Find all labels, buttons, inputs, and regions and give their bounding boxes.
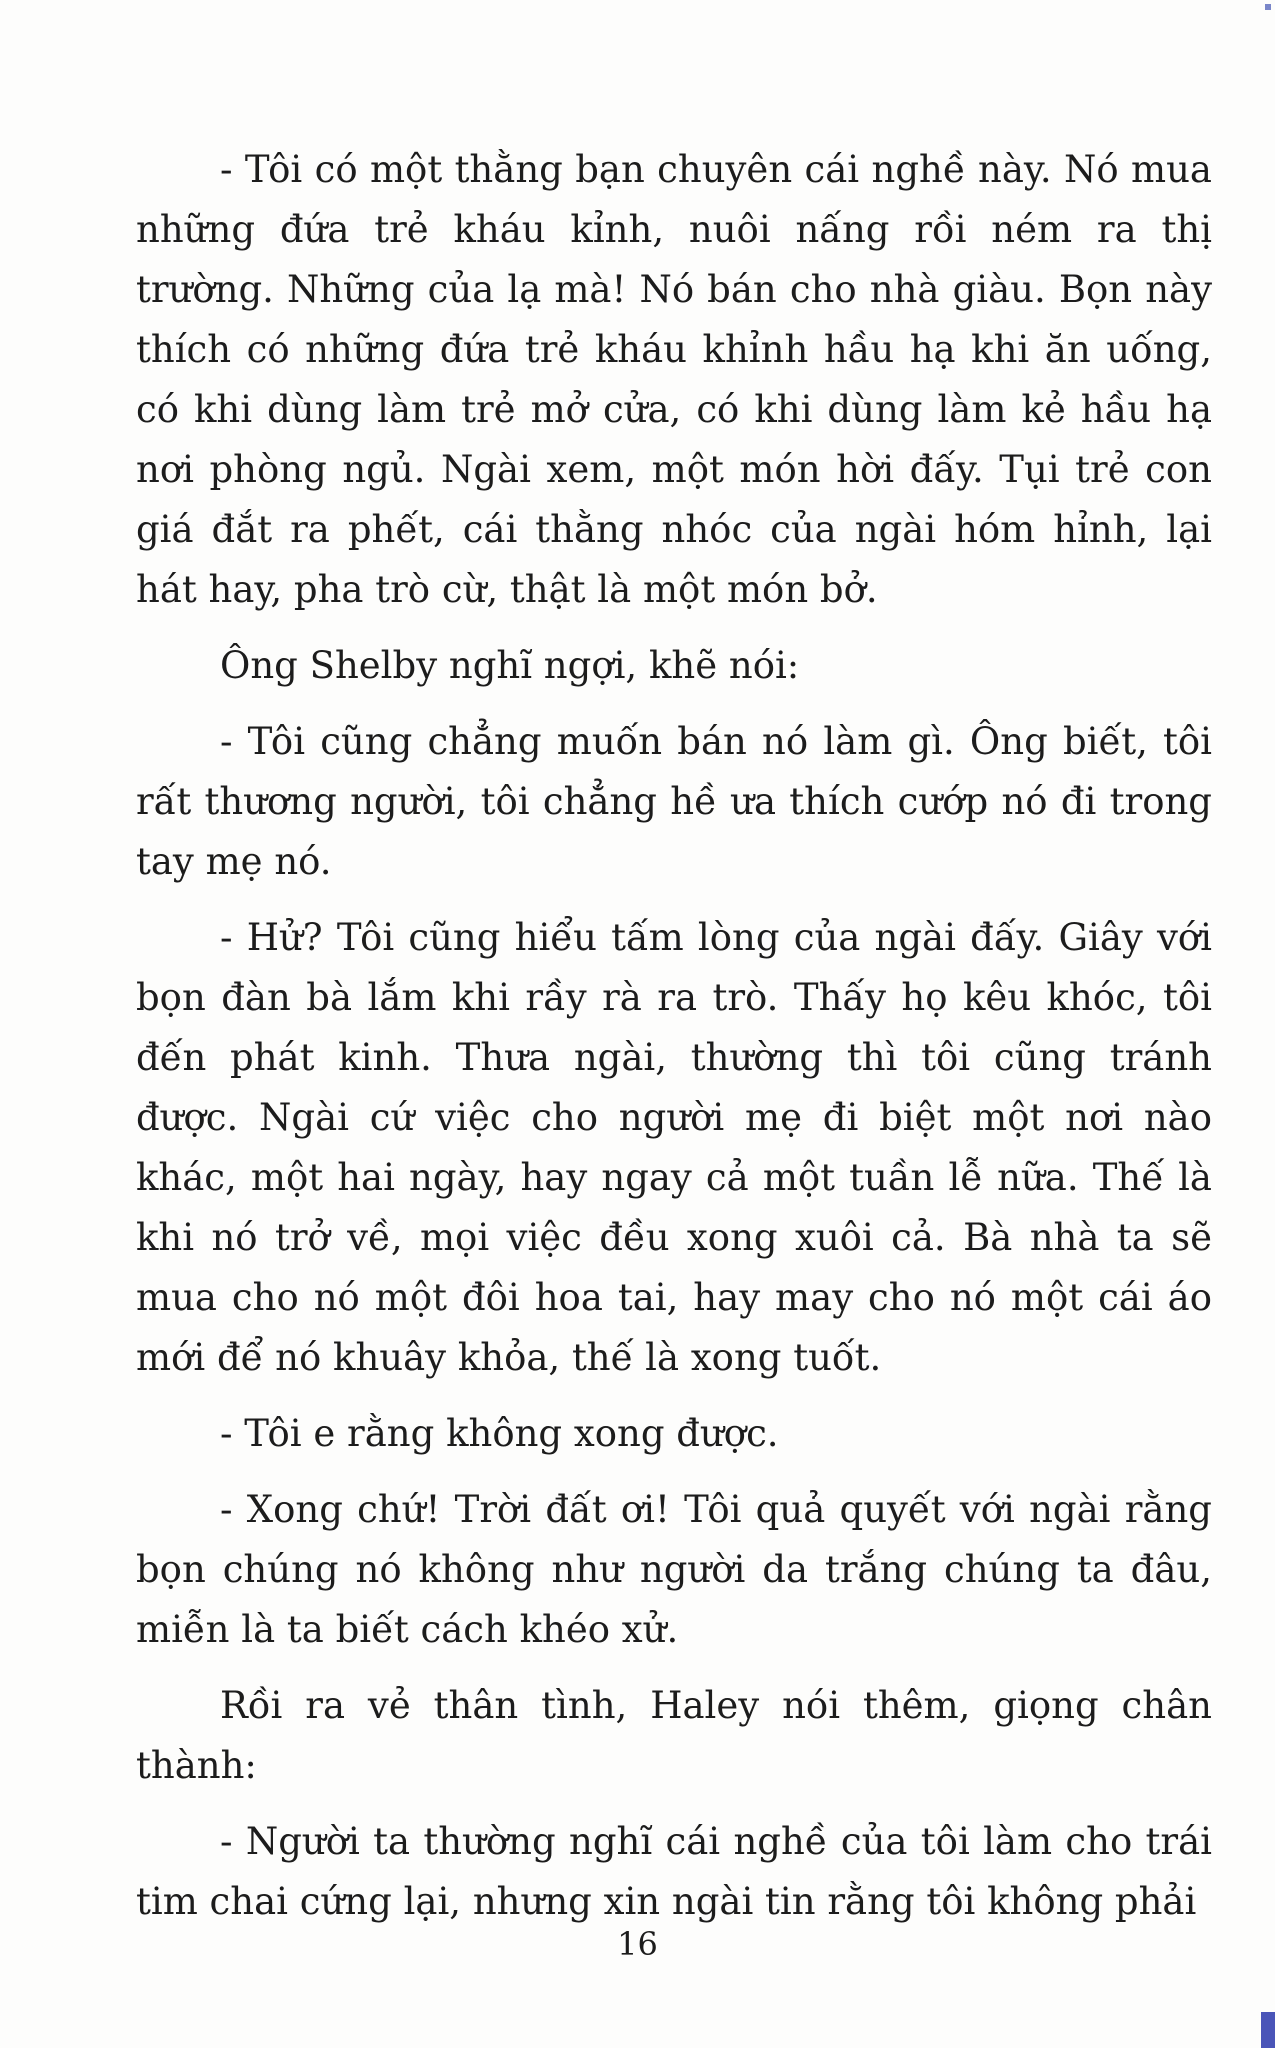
scan-edge-dot: [1265, 4, 1271, 10]
paragraph-6: - Xong chứ! Trời đất ơi! Tôi quả quyết với ngài rằng bọn chúng nó không như người da trắng chúng ta đâu, miễn là ta biết cách khéo xử.: [136, 1488, 1212, 1651]
paragraph-2: Ông Shelby nghĩ ngợi, khẽ nói:: [220, 644, 800, 687]
paragraph-1: - Tôi có một thằng bạn chuyên cái nghề này. Nó mua những đứa trẻ kháu kỉnh, nuôi nấng rồi ném ra thị trường. Những của lạ mà! Nó bán cho nhà giàu. Bọn này thích có những đứa trẻ kháu khỉnh hầu hạ khi ăn uống, có khi dùng làm trẻ mở cửa, có khi dùng làm kẻ hầu hạ nơi phòng ngủ. Ngài xem, một món hời đấy. Tụi trẻ con giá đắt ra phết, cái thằng nhóc của ngài hóm hỉnh, lại hát hay, pha trò cừ, thật là một món bở.: [136, 148, 1212, 611]
paragraph-7: Rồi ra vẻ thân tình, Haley nói thêm, giọng chân thành:: [136, 1684, 1212, 1787]
paragraph-3: - Tôi cũng chẳng muốn bán nó làm gì. Ông biết, tôi rất thương người, tôi chẳng hề ưa thích cướp nó đi trong tay mẹ nó.: [136, 720, 1212, 883]
body-text: [136, 140, 1212, 1948]
scan-edge-mark: [1261, 2012, 1275, 2048]
paragraph-5: - Tôi e rằng không xong được.: [220, 1412, 779, 1455]
paragraph-8: - Người ta thường nghĩ cái nghề của tôi làm cho trái tim chai cứng lại, nhưng xin ngài tin rằng tôi không phải: [136, 1820, 1212, 1923]
page-number: 16: [617, 1925, 658, 1963]
paragraph-4: - Hử? Tôi cũng hiểu tấm lòng của ngài đấy. Giây với bọn đàn bà lắm khi rầy rà ra trò. Thấy họ kêu khóc, tôi đến phát kinh. Thưa ngài, thường thì tôi cũng tránh được. Ngài cứ việc cho người mẹ đi biệt một nơi nào khác, một hai ngày, hay ngay cả một tuần lễ nữa. Thế là khi nó trở về, mọi việc đều xong xuôi cả. Bà nhà ta sẽ mua cho nó một đôi hoa tai, hay may cho nó một cái áo mới để nó khuây khỏa, thế là xong tuốt.: [136, 916, 1212, 1379]
